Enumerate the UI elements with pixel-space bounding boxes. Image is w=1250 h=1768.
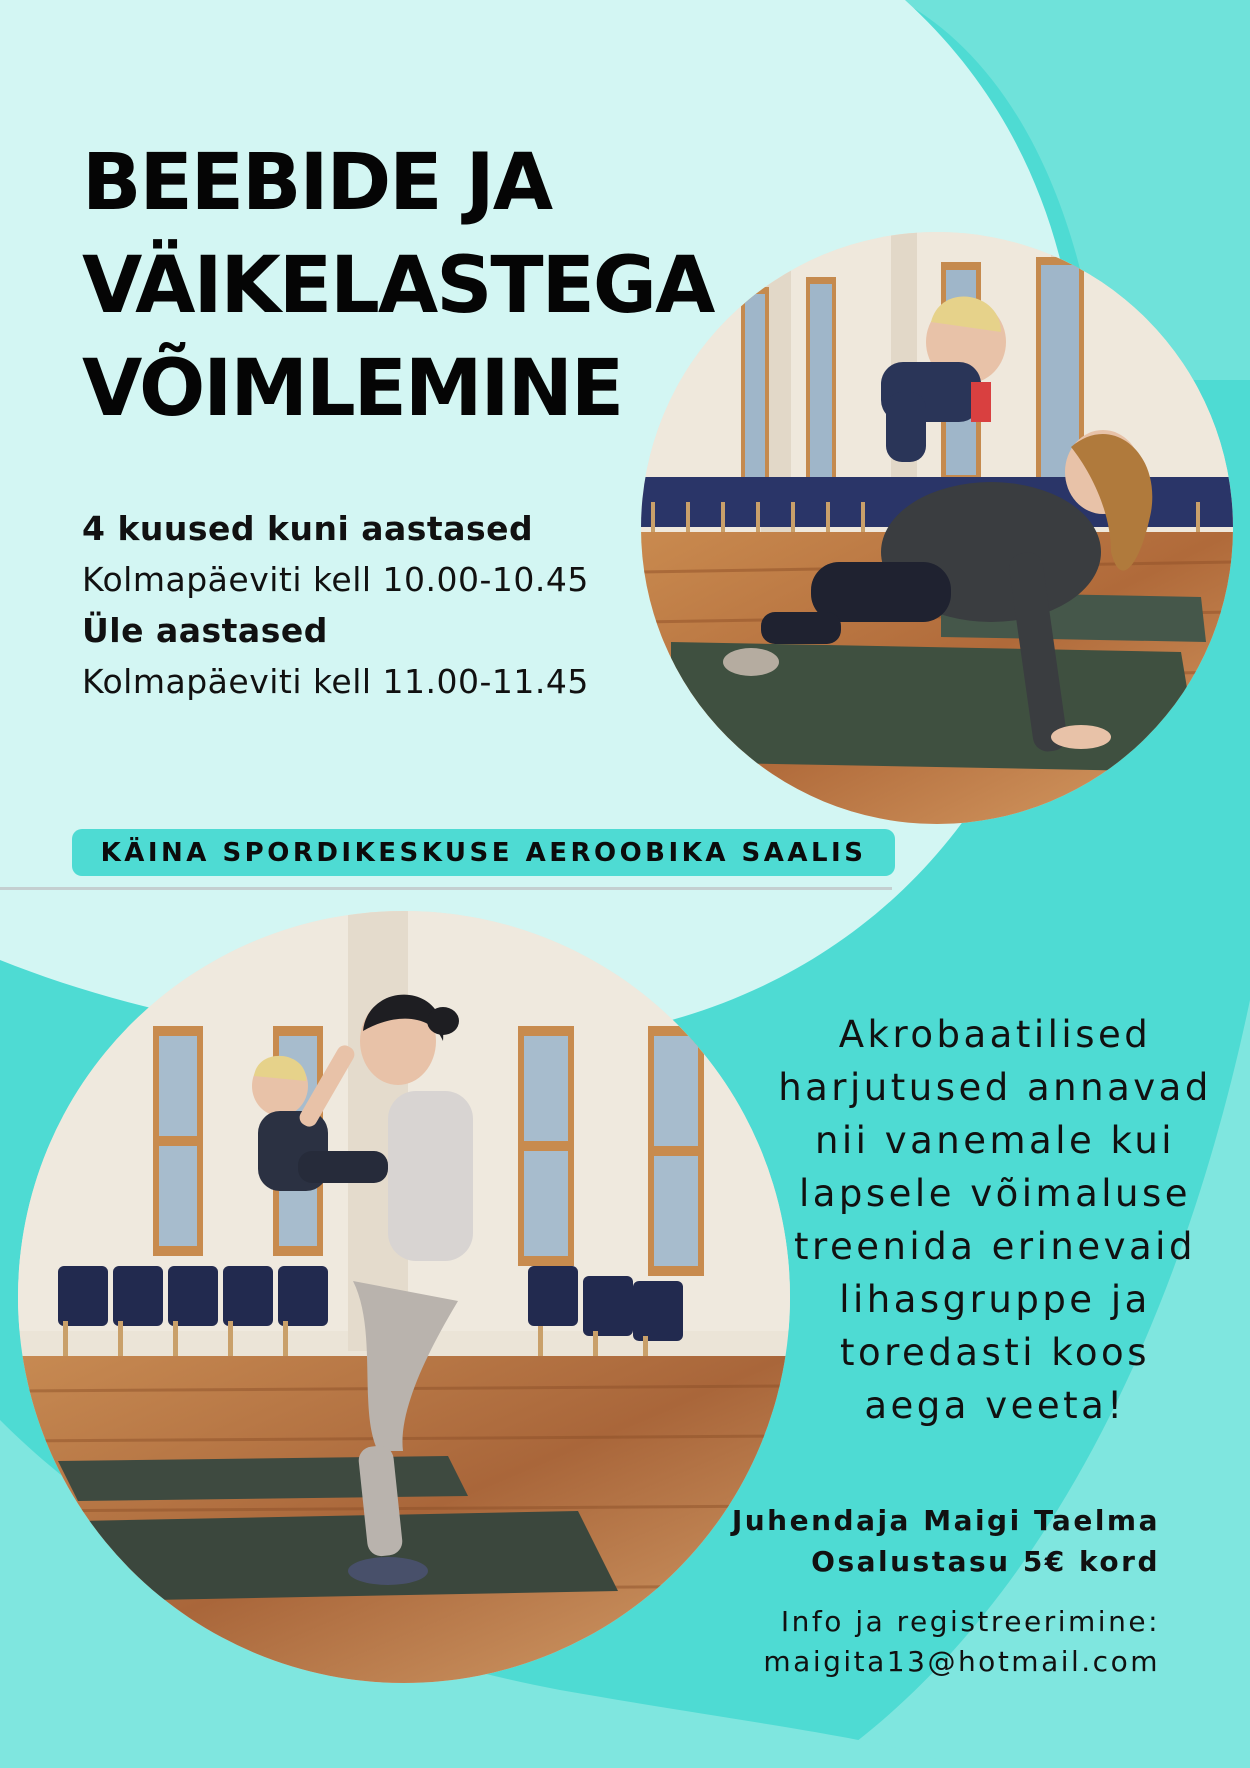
instructor: Juhendaja Maigi Taelma bbox=[731, 1504, 1160, 1537]
description-line: toredasti koos bbox=[840, 1331, 1150, 1374]
title-line-2: VÄIKELASTEGA bbox=[82, 241, 714, 331]
description-line: harjutused annavad bbox=[778, 1066, 1212, 1109]
description-line: lihasgruppe ja bbox=[839, 1278, 1151, 1321]
contact-block bbox=[732, 1500, 1160, 1682]
photo-parent-child-exercise-1 bbox=[641, 232, 1233, 824]
description-line: treenida erinevaid bbox=[794, 1225, 1196, 1268]
photo-parent-child-exercise-2 bbox=[18, 911, 790, 1683]
schedule bbox=[82, 503, 589, 707]
venue-banner: KÄINA SPORDIKESKUSE AEROOBIKA SAALIS bbox=[72, 829, 895, 876]
group1-time: Kolmapäeviti kell 10.00-10.45 bbox=[82, 560, 589, 599]
title-line-3: VÕIMLEMINE bbox=[82, 344, 623, 434]
fee: Osalustasu 5€ kord bbox=[811, 1545, 1160, 1578]
description-line: aega veeta! bbox=[864, 1384, 1126, 1427]
description bbox=[760, 1008, 1230, 1432]
title-line-1: BEEBIDE JA bbox=[82, 138, 552, 228]
divider-line bbox=[0, 887, 892, 890]
group2-age: Üle aastased bbox=[82, 611, 328, 650]
email[interactable]: maigita13@hotmail.com bbox=[763, 1645, 1160, 1678]
description-line: lapsele võimaluse bbox=[798, 1172, 1192, 1215]
group2-time: Kolmapäeviti kell 11.00-11.45 bbox=[82, 662, 589, 701]
description-line: nii vanemale kui bbox=[814, 1119, 1176, 1162]
page-title bbox=[82, 132, 713, 441]
group1-age: 4 kuused kuni aastased bbox=[82, 509, 534, 548]
description-line: Akrobaatilised bbox=[838, 1013, 1152, 1056]
info-label: Info ja registreerimine: bbox=[780, 1605, 1160, 1638]
